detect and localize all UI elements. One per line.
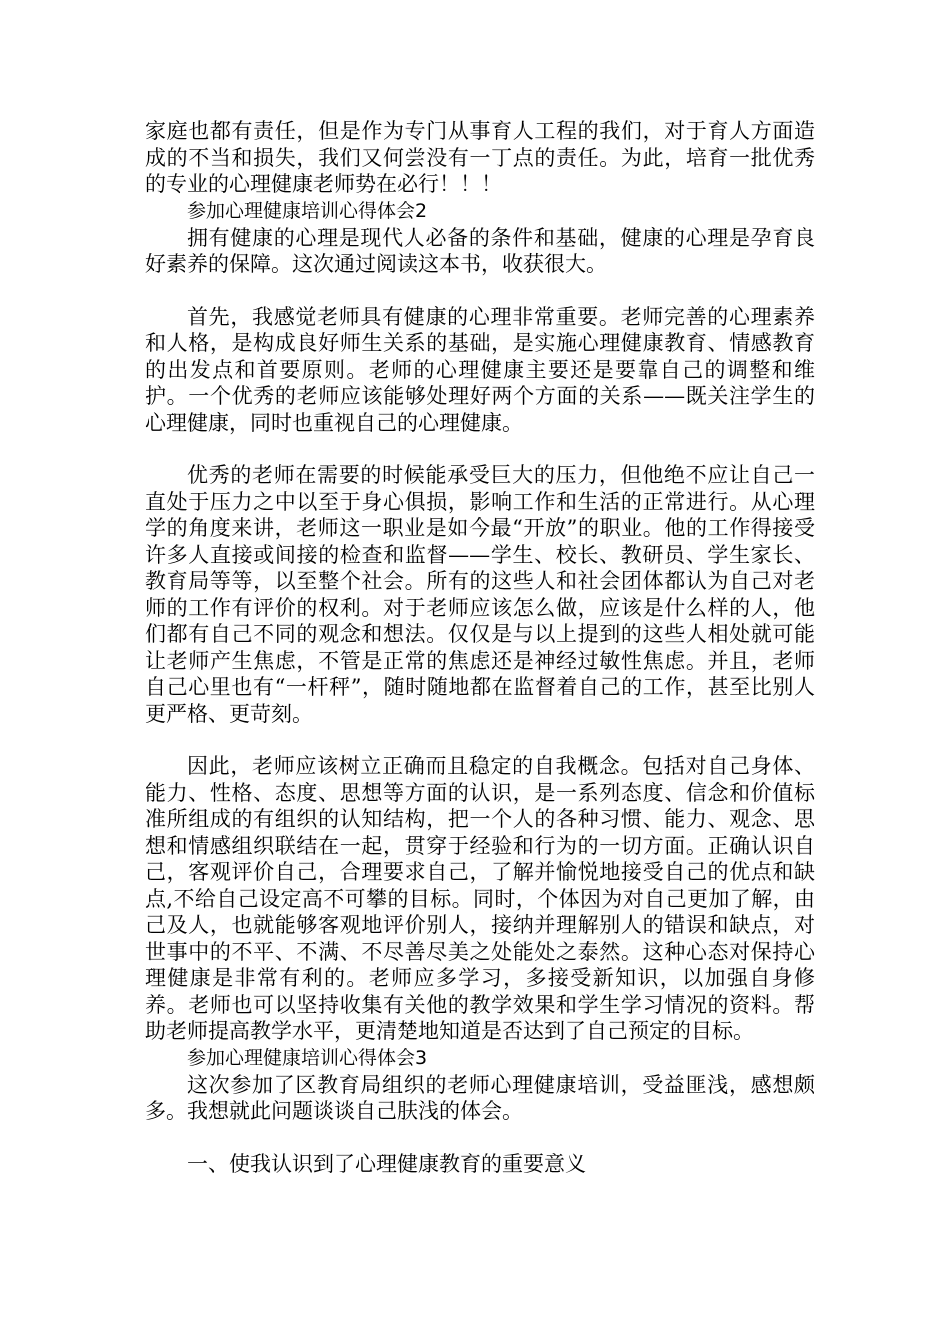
paragraph-2-intro: 拥有健康的心理是现代人必备的条件和基础，健康的心理是孕育良好素养的保障。这次通过阅读这本书，收获很大。 (145, 225, 815, 276)
section-heading-2: 参加心理健康培训心得体会2 (187, 199, 428, 222)
paragraph-continuation: 家庭也都有责任，但是作为专门从事育人工程的我们，对于育人方面造成的不当和损失，我们又何尝没有一丁点的责任。为此，培育一批优秀的专业的心理健康老师势在必行！！！ (145, 119, 815, 196)
subsection-title-1: 一、使我认识到了心理健康教育的重要意义 (187, 1151, 586, 1176)
paragraph-2-pressure: 优秀的老师在需要的时候能承受巨大的压力，但他绝不应让自己一直处于压力之中以至于身心俱损，影响工作和生活的正常进行。从心理学的角度来讲，老师这一职业是如今最“开放”的职业。他的工作得接受许多人直接或间接的检查和监督——学生、校长、教研员、学生家长、教育局等等，以至整个社会。所有的这些人和社会团体都认为自己对老师的工作有评价的权利。对于老师应该怎么做，应该是什么样的人，他们都有自己不同的观念和想法。仅仅是与以上提到的这些人相处就可能让老师产生焦虑，不管是正常的焦虑还是神经过敏性焦虑。并且，老师自己心里也有“一杆秤”，随时随地都在监督着自己的工作，甚至比别人更严格、更苛刻。 (145, 463, 815, 726)
paragraph-2-first: 首先，我感觉老师具有健康的心理非常重要。老师完善的心理素养和人格，是构成良好师生关系的基础，是实施心理健康教育、情感教育的出发点和首要原则。老师的心理健康主要还是要靠自己的调整和维护。一个优秀的老师应该能够处理好两个方面的关系——既关注学生的心理健康，同时也重视自己的心理健康。 (145, 304, 815, 435)
document-body (145, 118, 815, 1177)
paragraph-2-self-concept: 因此，老师应该树立正确而且稳定的自我概念。包括对自己身体、能力、性格、态度、思想等方面的认识，是一系列态度、信念和价值标准所组成的有组织的认知结构，把一个人的各种习惯、能力、观念、思想和情感组织联结在一起，贯穿于经验和行为的一切方面。正确认识自己，客观评价自己，合理要求自己，了解并愉悦地接受自己的优点和缺点,不给自己设定高不可攀的目标。同时，个体因为对自己更加了解，由己及人，也就能够客观地评价别人，接纳并理解别人的错误和缺点，对世事中的不平、不满、不尽善尽美之处能处之泰然。这种心态对保持心理健康是非常有利的。老师应多学习，多接受新知识，以加强自身修养。老师也可以坚持收集有关他的教学效果和学生学习情况的资料。帮助老师提高教学水平，更清楚地知道是否达到了自己预定的目标。 (145, 754, 815, 1043)
paragraph-3-intro: 这次参加了区教育局组织的老师心理健康培训，受益匪浅，感想颇多。我想就此问题谈谈自己肤浅的体会。 (145, 1072, 815, 1123)
section-heading-3: 参加心理健康培训心得体会3 (187, 1046, 428, 1069)
